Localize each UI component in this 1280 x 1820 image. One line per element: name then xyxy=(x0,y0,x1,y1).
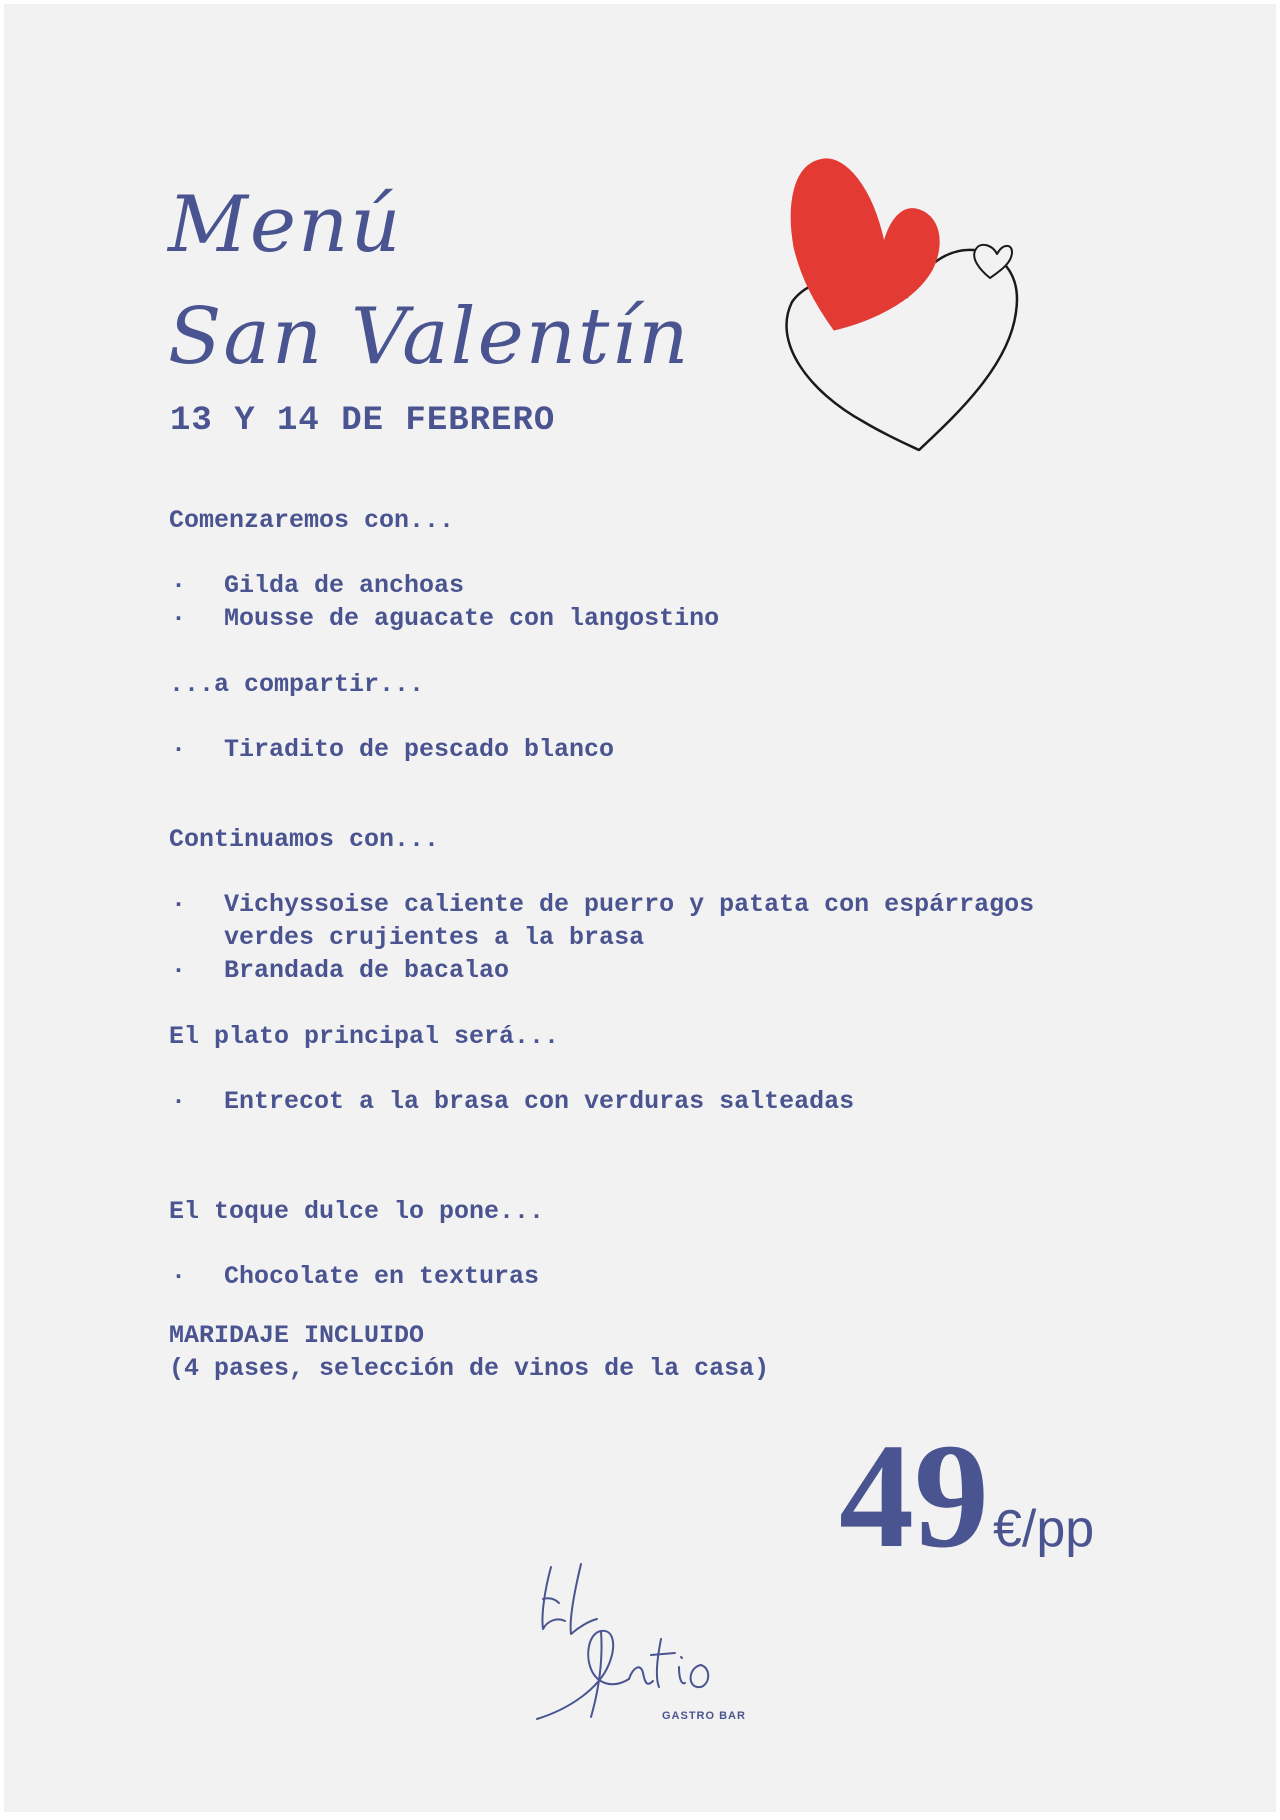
dish-item: · Tiradito de pescado blanco xyxy=(169,733,1149,766)
title-line-1: Menú xyxy=(168,180,403,270)
hearts-illustration xyxy=(784,152,1044,502)
pairing-info xyxy=(169,1319,1149,1385)
logo-subtitle: GASTRO BAR xyxy=(662,1710,746,1722)
menu-page xyxy=(4,4,1276,1812)
section-heading: El toque dulce lo pone... xyxy=(169,1197,545,1226)
section-heading: Continuamos con... xyxy=(169,825,440,854)
menu-sections xyxy=(169,504,1149,1385)
price-amount: 49 xyxy=(839,1413,989,1579)
dish-list xyxy=(169,888,1129,987)
dish-list xyxy=(169,569,1149,635)
price-tag xyxy=(839,1413,1095,1579)
dish-item: · Brandada de bacalao xyxy=(169,954,1129,987)
el-patio-logo xyxy=(529,1559,759,1729)
small-outline-heart-icon xyxy=(974,245,1012,278)
event-date: 13 Y 14 DE FEBRERO xyxy=(170,402,556,440)
dish-item: · Chocolate en texturas xyxy=(169,1260,1149,1293)
section-heading: Comenzaremos con... xyxy=(169,506,455,535)
dish-list xyxy=(169,1085,1149,1118)
section-heading: ...a compartir... xyxy=(169,670,425,699)
menu-title xyxy=(168,169,691,393)
dish-list xyxy=(169,1260,1149,1293)
dish-list xyxy=(169,733,1149,766)
dish-item: · Gilda de anchoas xyxy=(169,569,1149,602)
pairing-title: MARIDAJE INCLUIDO xyxy=(169,1321,425,1350)
dish-item: · Vichyssoise caliente de puerro y patata con espárragos verdes crujientes a la brasa xyxy=(169,888,1129,954)
dish-item: · Entrecot a la brasa con verduras salteadas xyxy=(169,1085,1149,1118)
title-line-2: San Valentín xyxy=(168,292,691,382)
red-heart-icon xyxy=(791,159,939,330)
price-unit: €/pp xyxy=(993,1500,1095,1558)
section-heading: El plato principal será... xyxy=(169,1022,560,1051)
dish-item: · Mousse de aguacate con langostino xyxy=(169,602,1149,635)
pairing-note: (4 pases, selección de vinos de la casa) xyxy=(169,1354,770,1383)
